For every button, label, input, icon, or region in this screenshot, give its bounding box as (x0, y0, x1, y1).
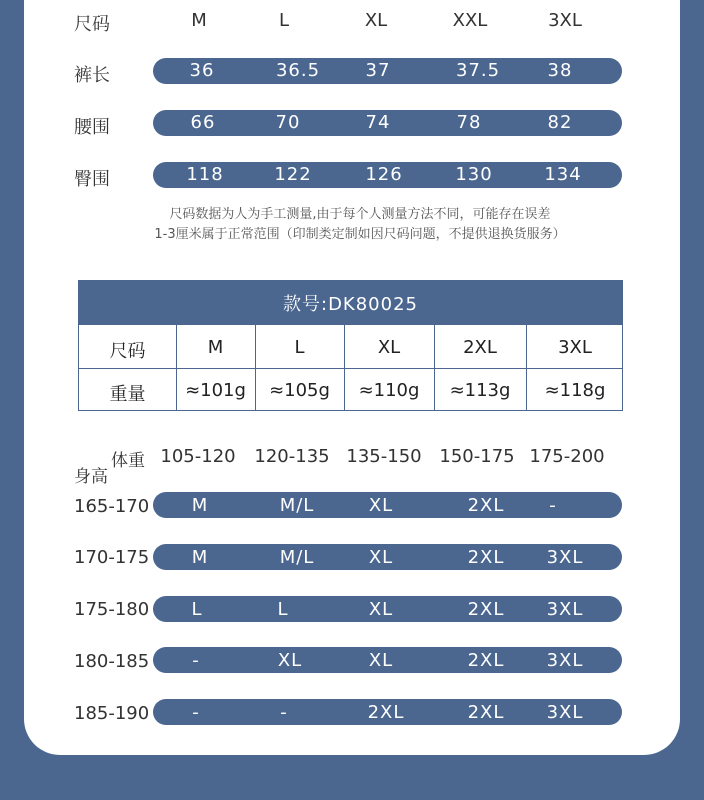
weight-table-weight: ≈118g (544, 380, 606, 401)
cell: 122 (274, 164, 312, 185)
cell: 38 (547, 60, 573, 81)
cell: 2XL (467, 702, 505, 723)
weight-table-size: 2XL (463, 337, 497, 358)
size-header-cell: 3XL (548, 10, 582, 31)
height-range-label: 185-190 (74, 703, 150, 724)
cell: 2XL (367, 702, 405, 723)
size-header-cell: L (278, 10, 290, 31)
cell: 126 (365, 164, 403, 185)
height-range-label: 170-175 (74, 547, 150, 568)
cell: 2XL (467, 495, 505, 516)
row-label-length: 裤长 (74, 65, 110, 86)
size-header-cell: XL (364, 10, 388, 31)
cell: 130 (455, 164, 493, 185)
weight-table-size: XL (377, 337, 401, 358)
table-divider (79, 368, 622, 369)
weight-range-header: 105-120 (160, 446, 236, 467)
height-range-label: 175-180 (74, 599, 150, 620)
measurement-note-line2: 1-3厘米属于正常范围（印制类定制如因尺码问题，不提供退换货服务） (154, 227, 566, 242)
weight-range-header: 150-175 (439, 446, 515, 467)
corner-weight-label: 体重 (111, 451, 145, 471)
weight-table-weight-label: 重量 (109, 384, 146, 405)
cell: - (192, 702, 200, 723)
cell: 2XL (467, 599, 505, 620)
cell: 78 (456, 112, 482, 133)
row-label-waist: 腰围 (74, 117, 110, 138)
weight-range-header: 135-150 (346, 446, 422, 467)
cell: - (192, 650, 200, 671)
cell: - (280, 702, 288, 723)
cell: M/L (279, 547, 315, 568)
height-range-label: 180-185 (74, 651, 150, 672)
cell: 3XL (546, 650, 584, 671)
weight-range-header: 120-135 (254, 446, 330, 467)
cell: 37.5 (455, 60, 501, 81)
cell: 3XL (546, 702, 584, 723)
cell: 2XL (467, 650, 505, 671)
row-label-hip: 臀围 (74, 169, 110, 190)
cell: XL (277, 650, 303, 671)
height-range-label: 165-170 (74, 496, 150, 517)
cell: 74 (365, 112, 391, 133)
size-header-cell: M (191, 10, 207, 31)
cell: 2XL (467, 547, 505, 568)
cell: M/L (279, 495, 315, 516)
weight-table-size: 3XL (558, 337, 592, 358)
cell: 3XL (546, 547, 584, 568)
size-header-label: 尺码 (74, 14, 110, 35)
weight-table-weight: ≈105g (269, 380, 330, 401)
weight-table (78, 280, 623, 411)
corner-height-label: 身高 (74, 467, 108, 487)
cell: 70 (275, 112, 301, 133)
cell: XL (368, 650, 394, 671)
size-header-cell: XXL (452, 10, 488, 31)
weight-table-weight: ≈113g (449, 380, 511, 401)
cell: 37 (365, 60, 391, 81)
cell: 134 (544, 164, 582, 185)
cell: M (191, 547, 209, 568)
cell: 36 (189, 60, 215, 81)
weight-table-size: M (207, 337, 224, 358)
weight-table-weight: ≈101g (185, 380, 246, 401)
weight-table-weight: ≈110g (358, 380, 420, 401)
measurement-note-line1: 尺码数据为人为手工测量,由于每个人测量方法不同，可能存在误差 (169, 207, 551, 222)
cell: M (191, 495, 209, 516)
weight-table-size: L (294, 337, 305, 358)
weight-range-header: 175-200 (529, 446, 605, 467)
cell: 118 (186, 164, 224, 185)
weight-table-size-label: 尺码 (109, 341, 146, 362)
cell: 36.5 (275, 60, 321, 81)
cell: 3XL (546, 599, 584, 620)
cell: L (191, 599, 203, 620)
cell: 66 (190, 112, 216, 133)
cell: XL (368, 599, 394, 620)
cell: XL (368, 495, 394, 516)
cell: - (549, 495, 557, 516)
cell: 82 (547, 112, 573, 133)
cell: L (277, 599, 289, 620)
style-number-title: 款号:DK80025 (79, 281, 622, 325)
cell: XL (368, 547, 394, 568)
